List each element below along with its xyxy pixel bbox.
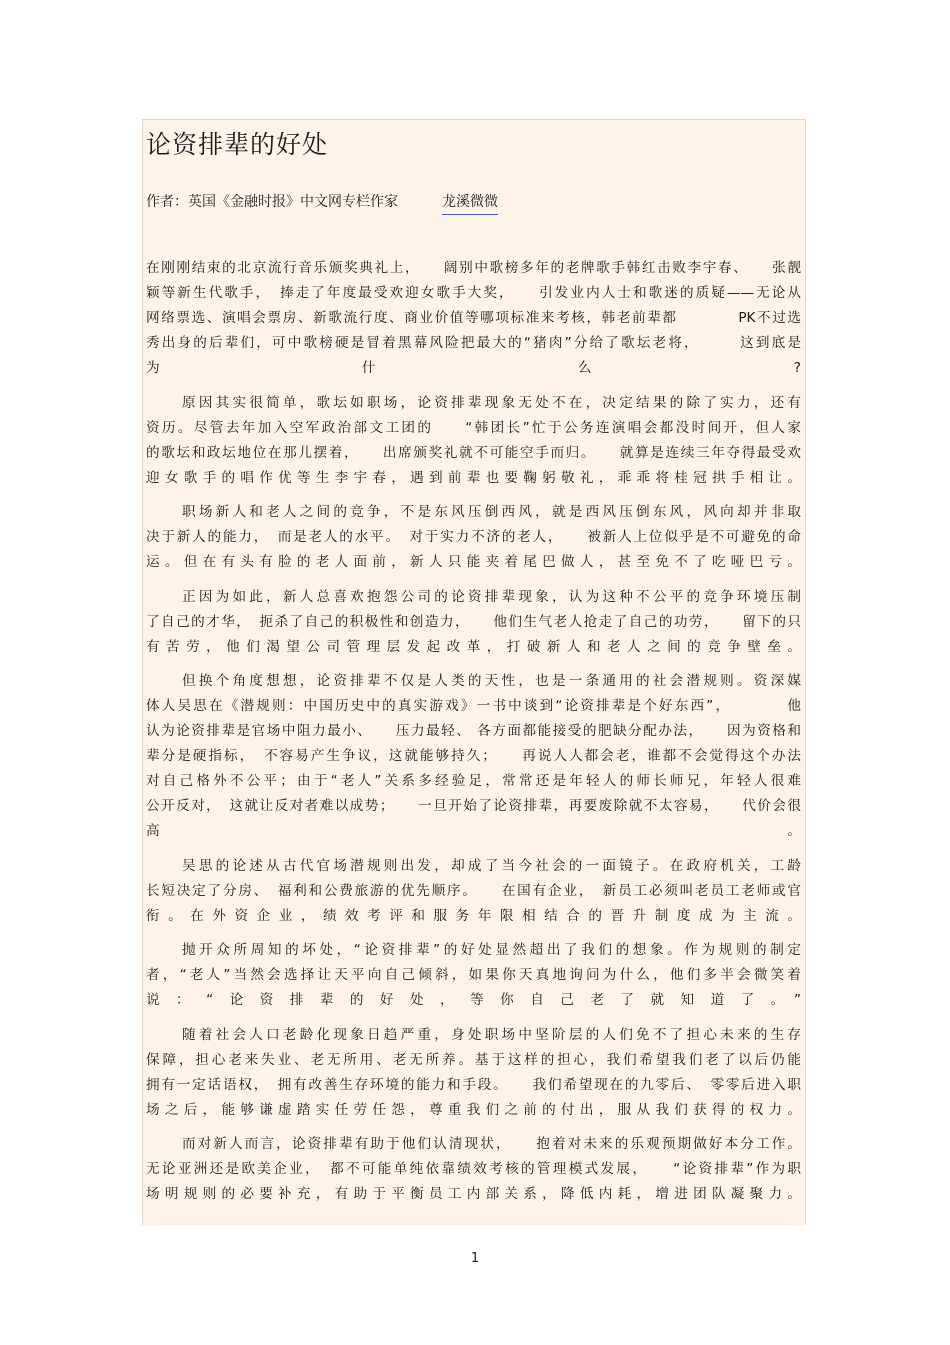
article-paragraph [146,669,801,844]
article-paragraph [146,256,801,381]
paragraph-line: 为什么? [146,360,801,376]
article-body [146,256,801,1207]
paragraph-line: 场明规则的必要补充，有助于平衡员工内部关系，降低内耗，增进团队凝聚力。 [146,1186,801,1202]
paragraph-line: 但换个角度想想，论资排辈不仅是人类的天性，也是一条通用的社会潜规则。资深媒 [182,673,801,689]
paragraph-line: 长短决定了分房、 福利和公费旅游的优先顺序。 在国有企业， 新员工必须叫老员工老师或官 [146,882,801,899]
paragraph-line: 保障，担心老来失业、老无所用、老无所养。基于这样的担心，我们希望我们老了以后仍能 [146,1051,801,1068]
article-paragraph [146,854,801,929]
paragraph-line: 吴思的论述从古代官场潜规则出发，却成了当今社会的一面镜子。在政府机关，工龄 [182,857,801,874]
article-paragraph [146,391,801,491]
paragraph-line: 辈分是硬指标， 不容易产生争议，这就能够持久； 再说人人都会老，谁都不会觉得这个办法 [146,748,801,764]
paragraph-line: 网络票选、演唱会票房、新歌流行度、商业价值等哪项标准来考核，韩老前辈都 PK不过选 [146,310,801,326]
paragraph-line: 职场新人和老人之间的竞争，不是东风压倒西风，就是西风压倒东风，风向却并非取 [182,504,801,520]
byline-prefix: 作者：英国《金融时报》中文网专栏作家 [146,194,398,210]
paragraph-line: 有苦劳，他们渴望公司管理层发起改革，打破新人和老人之间的竞争壁垒。 [146,638,801,655]
paragraph-line: 随着社会人口老龄化现象日趋严重，身处职场中坚阶层的人们免不了担心未来的生存 [182,1026,801,1043]
paragraph-line: 迎女歌手的唱作优等生李宇春，遇到前辈也要鞠躬敬礼，乖乖将桂冠拱手相让。 [146,469,801,486]
paragraph-line: 了自己的才华， 扼杀了自己的积极性和创造力， 他们生气老人抢走了自己的功劳， 留下的只 [146,613,801,630]
paragraph-line: 无论亚洲还是欧美企业， 都不可能单纯依靠绩效考核的管理模式发展， “论资排辈”作为职 [146,1161,801,1177]
paragraph-line: 颖等新生代歌手， 捧走了年度最受欢迎女歌手大奖， 引发业内人士和歌迷的质疑——无论从 [146,285,801,301]
paragraph-line: 对自己格外不公平；由于“老人”关系多经验足，常常还是年轻人的师长师兄，年轻人很难 [146,773,801,789]
paragraph-line: 的歌坛和政坛地位在那儿摆着， 出席颁奖礼就不可能空手而归。 就算是连续三年夺得最受欢 [146,444,801,461]
paragraph-line: 认为论资排辈是官场中阻力最小、 压力最轻、 各方面都能接受的肥缺分配办法， 因为资格和 [146,723,801,739]
article-paragraph [146,1132,801,1207]
article-title: 论资排辈的好处 [146,130,329,159]
paragraph-line: 运。但在有头有脸的老人面前，新人只能夹着尾巴做人，甚至免不了吃哑巴亏。 [146,554,801,570]
author-link[interactable]: 龙溪微微 [442,192,498,215]
article-panel [142,119,806,1225]
paragraph-line: 原因其实很简单，歌坛如职场，论资排辈现象无处不在，决定结果的除了实力，还有 [182,394,801,411]
article-paragraph [146,938,801,1013]
article-paragraph [146,1023,801,1123]
paragraph-line: 秀出身的后辈们，可中歌榜硬是冒着黑幕风险把最大的“猪肉”分给了歌坛老将， 这到底是 [146,335,801,351]
paragraph-line: 在刚刚结束的北京流行音乐颁奖典礼上， 阔别中歌榜多年的老牌歌手韩红击败李宇春、 张靓 [146,260,801,276]
paragraph-line: 而对新人而言，论资排辈有助于他们认清现状， 抱着对未来的乐观预期做好本分工作。 [182,1136,801,1152]
paragraph-line: 拥有一定话语权， 拥有改善生存环境的能力和手段。 我们希望现在的九零后、 零零后进入职 [146,1076,801,1093]
paragraph-line: 场之后，能够谦虚踏实任劳任怨，尊重我们之前的付出，服从我们获得的权力。 [146,1101,801,1118]
paragraph-line: 抛开众所周知的坏处，“论资排辈”的好处显然超出了我们的想象。作为规则的制定 [182,942,801,958]
article-paragraph [146,585,801,660]
page-number: 1 [470,1251,480,1266]
article-paragraph [146,500,801,575]
paragraph-line: 者，“老人”当然会选择让天平向自己倾斜，如果你天真地询问为什么，他们多半会微笑着 [146,967,801,983]
paragraph-line: 说：“论资排辈的好处，等你自己老了就知道了。” [146,992,801,1008]
paragraph-line: 体人吴思在《潜规则：中国历史中的真实游戏》一书中谈到“论资排辈是个好东西”， 他 [146,698,801,714]
byline [146,192,801,215]
paragraph-line: 公开反对， 这就让反对者难以成势； 一旦开始了论资排辈，再要废除就不太容易， 代价会很 [146,798,801,814]
paragraph-line: 高。 [146,823,801,839]
paragraph-line: 衔。在外资企业，绩效考评和服务年限相结合的晋升制度成为主流。 [146,907,801,924]
paragraph-line: 资历。尽管去年加入空军政治部文工团的 “韩团长”忙于公务连演唱会都没时间开，但人家 [146,419,801,436]
paragraph-line: 决于新人的能力， 而是老人的水平。 对于实力不济的老人， 被新人上位似乎是不可避免的命 [146,529,801,545]
paragraph-line: 正因为如此，新人总喜欢抱怨公司的论资排辈现象，认为这种不公平的竞争环境压制 [182,588,801,605]
